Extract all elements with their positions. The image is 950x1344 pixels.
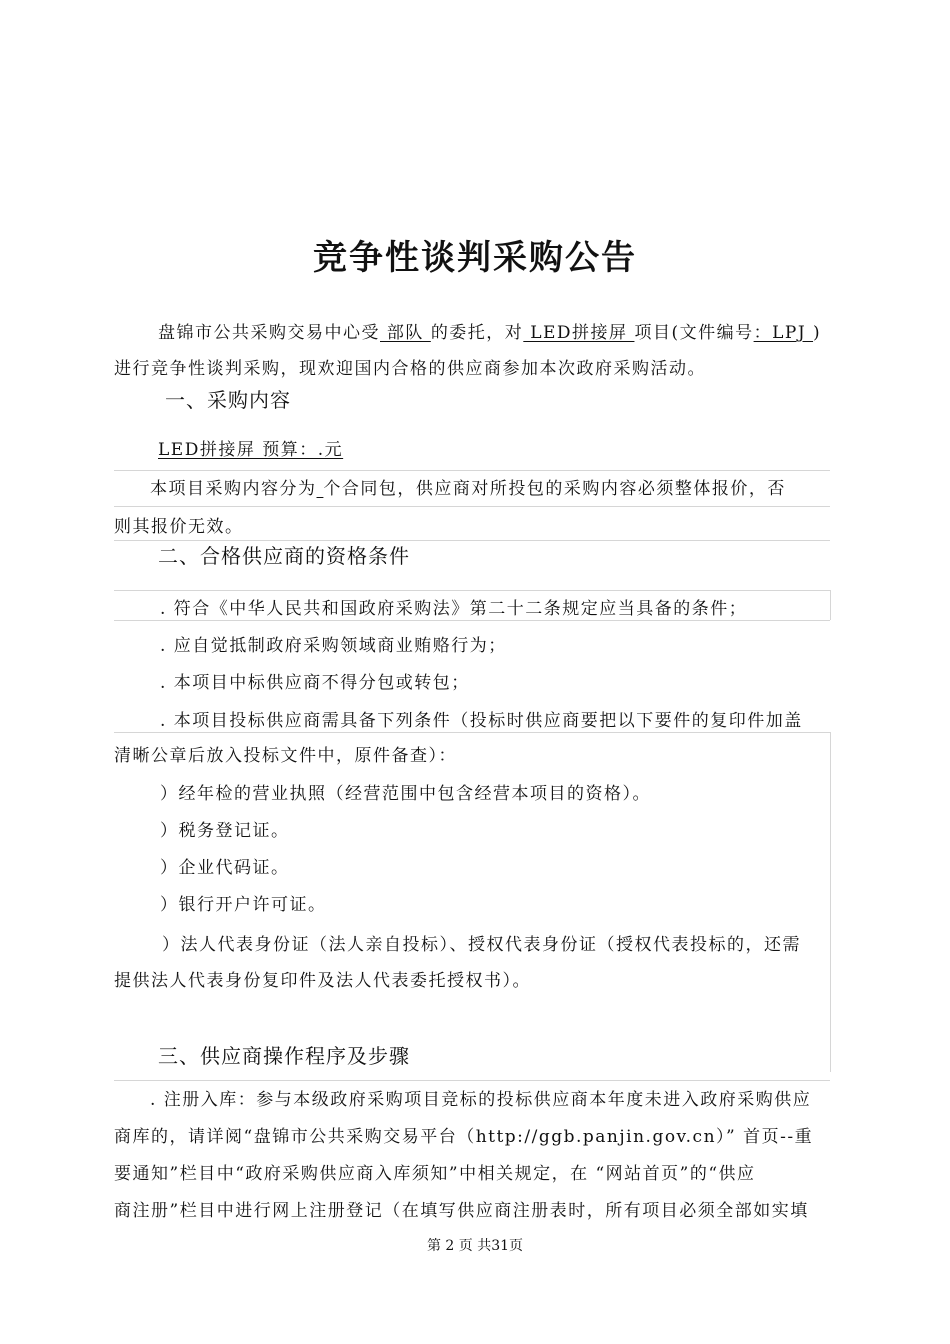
file-number: ：LPJ xyxy=(753,323,814,343)
required-document: ）税务登记证。 xyxy=(160,821,290,841)
section-heading-procurement-content: 一、采购内容 xyxy=(165,388,291,412)
page-title: 竞争性谈判采购公告 xyxy=(313,238,637,278)
required-document-cont: 提供法人代表身份复印件及法人代表委托授权书）。 xyxy=(114,971,531,991)
procedure-line: 商注册”栏目中进行网上注册登记（在填写供应商注册表时，所有项目必须全部如实填 xyxy=(114,1201,809,1221)
procedure-line: . 注册入库：参与本级政府采购项目竞标的投标供应商本年度未进入政府采购供应 xyxy=(150,1090,812,1110)
qualification-item: . 应自觉抵制政府采购领域商业贿赂行为； xyxy=(160,636,507,656)
required-document: ）银行开户许可证。 xyxy=(160,895,327,915)
client-name: 部队 xyxy=(380,323,431,343)
required-document: ）法人代表身份证（法人亲自投标）、授权代表身份证（授权代表投标的，还需 xyxy=(162,935,801,955)
section-heading-qualifications: 二、合格供应商的资格条件 xyxy=(158,544,410,568)
section-heading-procedure: 三、供应商操作程序及步骤 xyxy=(158,1044,410,1068)
package-line-1: 本项目采购内容分为 个合同包，供应商对所投包的采购内容必须整体报价，否 xyxy=(150,479,786,499)
qualification-item-cont: 清晰公章后放入投标文件中，原件备查）： xyxy=(114,746,457,766)
procedure-line: 商库的，请详阅“盘锦市公共采购交易平台（http://ggb.panjin.gov.cn）” 首页--重 xyxy=(114,1127,814,1147)
qualification-item: . 本项目投标供应商需具备下列条件（投标时供应商要把以下要件的复印件加盖 xyxy=(160,711,803,731)
qualification-item: . 符合《中华人民共和国政府采购法》第二十二条规定应当具备的条件； xyxy=(160,599,748,619)
project-name: LED拼接屏 xyxy=(523,323,635,343)
procedure-line: 要通知”栏目中“政府采购供应商入库须知”中相关规定，在 “网站首页”的“供应 xyxy=(114,1164,756,1184)
required-document: ）企业代码证。 xyxy=(160,858,290,878)
required-document: ）经年检的营业执照（经营范围中包含经营本项目的资格）。 xyxy=(160,784,651,804)
intro-line-2: 进行竞争性谈判采购，现欢迎国内合格的供应商参加本次政府采购活动。 xyxy=(114,359,706,379)
qualification-item: . 本项目中标供应商不得分包或转包； xyxy=(160,673,470,693)
page-footer: 第 2 页 共31页 xyxy=(426,1238,524,1254)
package-line-2: 则其报价无效。 xyxy=(114,517,244,537)
intro-line-1: 盘锦市公共采购交易中心受 部队 的委托，对 LED拼接屏 项目(文件编号：LPJ ) xyxy=(158,323,822,343)
budget-line: LED拼接屏 预算：.元 xyxy=(158,440,344,460)
